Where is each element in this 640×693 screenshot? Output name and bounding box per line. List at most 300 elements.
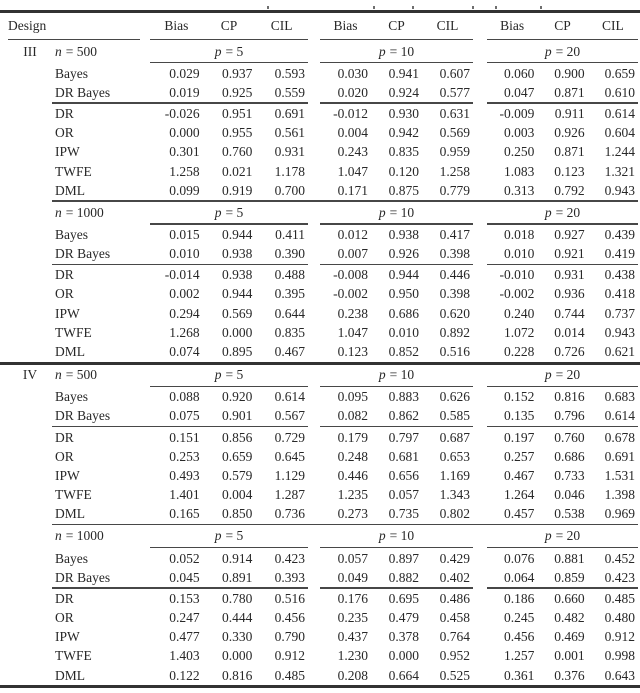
bias-value: 0.493 bbox=[169, 467, 200, 483]
cil-value: 0.593 bbox=[274, 65, 306, 81]
cil-value: 0.577 bbox=[439, 84, 470, 100]
sample-size-label: n = 500 bbox=[55, 367, 97, 383]
cil-value: 0.653 bbox=[439, 448, 470, 464]
cp-value: 0.569 bbox=[221, 305, 253, 321]
cp-value: 0.376 bbox=[554, 667, 585, 683]
cp-value: 0.482 bbox=[554, 610, 585, 626]
cp-value: 0.057 bbox=[388, 487, 419, 503]
bias-value: 1.258 bbox=[169, 163, 200, 179]
values-p5 bbox=[150, 183, 308, 199]
p-group-rule bbox=[0, 62, 640, 64]
bias-value: 0.301 bbox=[169, 144, 200, 160]
p-label-group1: p = 5 bbox=[214, 528, 244, 544]
cp-value: 0.921 bbox=[554, 246, 585, 262]
table-row bbox=[0, 428, 640, 447]
values-p10 bbox=[320, 144, 473, 160]
cp-value: 0.950 bbox=[388, 286, 419, 302]
method-label: DR bbox=[55, 267, 74, 283]
cil-value: 0.631 bbox=[439, 105, 470, 121]
cp-value: 0.021 bbox=[221, 163, 253, 179]
method-label: Bayes bbox=[55, 226, 88, 242]
bias-value: 0.186 bbox=[503, 590, 535, 606]
cp-header: CP bbox=[220, 18, 238, 33]
cil-value: 1.169 bbox=[439, 467, 470, 483]
cil-value: 0.607 bbox=[439, 65, 470, 81]
table-row bbox=[0, 266, 640, 285]
cp-value: 0.004 bbox=[221, 487, 253, 503]
values-p5 bbox=[150, 468, 308, 484]
cil-value: 1.531 bbox=[604, 467, 635, 483]
cil-value: 1.287 bbox=[274, 487, 306, 503]
values-p10 bbox=[320, 430, 473, 446]
bias-value: 1.047 bbox=[337, 324, 368, 340]
method-label: IPW bbox=[55, 467, 80, 483]
bottom-rule bbox=[0, 685, 640, 688]
values-p5 bbox=[150, 144, 308, 160]
cil-value: 0.620 bbox=[439, 305, 470, 321]
values-p20 bbox=[487, 430, 638, 446]
values-p20 bbox=[487, 144, 638, 160]
bias-value: 0.179 bbox=[337, 429, 368, 445]
cil-value: 0.485 bbox=[274, 667, 306, 683]
cil-value: 0.802 bbox=[439, 506, 470, 522]
values-p5 bbox=[150, 408, 308, 424]
sample-size-label: n = 1000 bbox=[55, 528, 104, 544]
cil-value: 0.398 bbox=[439, 246, 470, 262]
bias-value: 0.197 bbox=[503, 429, 535, 445]
bias-value: 0.018 bbox=[503, 226, 535, 242]
bias-value: 1.047 bbox=[337, 163, 368, 179]
cp-value: 0.760 bbox=[221, 144, 253, 160]
method-label: DML bbox=[55, 506, 85, 522]
values-p20 bbox=[487, 267, 638, 283]
cil-value: 0.779 bbox=[439, 182, 470, 198]
method-label: DR bbox=[55, 105, 74, 121]
values-p10 bbox=[320, 106, 473, 122]
table-row bbox=[0, 83, 640, 102]
bias-value: 0.446 bbox=[337, 467, 368, 483]
cp-value: 0.000 bbox=[388, 648, 419, 664]
values-p5 bbox=[150, 389, 308, 405]
bias-value: 0.250 bbox=[503, 144, 535, 160]
p-label-group3: p = 20 bbox=[544, 528, 581, 544]
cp-value: 0.875 bbox=[388, 182, 419, 198]
bias-header: Bias bbox=[333, 18, 358, 33]
cil-value: 0.417 bbox=[439, 226, 470, 242]
bias-value: 0.045 bbox=[169, 569, 200, 585]
bayes-divider-rule bbox=[0, 102, 640, 104]
table-row bbox=[0, 225, 640, 244]
cil-value: 0.729 bbox=[274, 429, 306, 445]
cp-header: CP bbox=[388, 18, 405, 33]
cil-value: 0.446 bbox=[439, 267, 470, 283]
cp-value: 0.927 bbox=[554, 226, 585, 242]
cil-header: CIL bbox=[601, 18, 624, 33]
bias-value: 0.165 bbox=[169, 506, 200, 522]
values-p10 bbox=[320, 286, 473, 302]
cp-value: 0.330 bbox=[221, 629, 253, 645]
table-row bbox=[0, 124, 640, 143]
cil-value: 0.525 bbox=[439, 667, 470, 683]
cil-value: 0.411 bbox=[275, 226, 306, 242]
sample-size-label: n = 1000 bbox=[55, 204, 104, 220]
values-p20 bbox=[487, 286, 638, 302]
table-row bbox=[0, 388, 640, 407]
cp-value: 0.664 bbox=[388, 667, 419, 683]
cp-value: 0.944 bbox=[388, 267, 419, 283]
values-p20 bbox=[487, 551, 638, 567]
cil-header: CIL bbox=[270, 18, 293, 33]
bias-value: 0.135 bbox=[503, 408, 535, 424]
bias-value: -0.012 bbox=[333, 105, 368, 121]
values-p10 bbox=[320, 389, 473, 405]
header-rule bbox=[0, 39, 640, 41]
cp-value: 0.920 bbox=[221, 389, 253, 405]
cp-value: 0.955 bbox=[221, 125, 253, 141]
values-p10 bbox=[320, 570, 473, 586]
values-p5 bbox=[150, 570, 308, 586]
values-p10 bbox=[320, 629, 473, 645]
cil-value: 0.736 bbox=[274, 506, 306, 522]
cil-value: 0.429 bbox=[439, 550, 470, 566]
cil-value: 1.258 bbox=[439, 163, 470, 179]
bias-value: 0.095 bbox=[337, 389, 368, 405]
values-p10 bbox=[320, 125, 473, 141]
bias-value: -0.002 bbox=[499, 286, 535, 302]
table-row bbox=[0, 486, 640, 505]
values-p5 bbox=[150, 610, 308, 626]
method-label: DR bbox=[55, 429, 74, 445]
table-row bbox=[0, 466, 640, 485]
p-group-rule bbox=[0, 223, 640, 225]
values-p20 bbox=[487, 106, 638, 122]
method-label: DML bbox=[55, 344, 85, 360]
p-label-group2: p = 10 bbox=[378, 528, 415, 544]
cp-value: 0.901 bbox=[221, 408, 253, 424]
values-p10 bbox=[320, 85, 473, 101]
bias-value: 0.049 bbox=[337, 569, 368, 585]
values-p5 bbox=[150, 325, 308, 341]
cil-value: 0.700 bbox=[274, 182, 306, 198]
values-p20 bbox=[487, 449, 638, 465]
values-p5 bbox=[150, 344, 308, 360]
bias-value: 0.099 bbox=[169, 182, 200, 198]
values-p5 bbox=[150, 668, 308, 684]
values-p20 bbox=[487, 344, 638, 360]
cp-value: 0.871 bbox=[554, 144, 585, 160]
values-p20 bbox=[487, 125, 638, 141]
cp-value: 0.660 bbox=[554, 590, 585, 606]
cil-value: 0.931 bbox=[274, 144, 306, 160]
cp-value: 0.862 bbox=[388, 408, 419, 424]
values-p10 bbox=[320, 668, 473, 684]
cp-value: 0.852 bbox=[388, 344, 419, 360]
values-p20 bbox=[487, 629, 638, 645]
bias-value: 0.151 bbox=[169, 429, 200, 445]
cil-value: 0.419 bbox=[604, 246, 635, 262]
cil-value: 0.567 bbox=[274, 408, 306, 424]
table-row bbox=[0, 505, 640, 524]
table-row bbox=[0, 447, 640, 466]
values-p20 bbox=[487, 325, 638, 341]
sample-size-label: n = 500 bbox=[55, 43, 97, 59]
cp-value: 0.444 bbox=[221, 610, 253, 626]
table-row bbox=[0, 666, 640, 685]
cp-value: 0.944 bbox=[221, 226, 253, 242]
bias-header: Bias bbox=[164, 18, 189, 33]
bias-value: 0.477 bbox=[169, 629, 200, 645]
values-p20 bbox=[487, 408, 638, 424]
bias-value: 0.029 bbox=[169, 65, 200, 81]
cil-value: 0.561 bbox=[274, 125, 306, 141]
cp-value: 0.924 bbox=[388, 84, 419, 100]
values-p5 bbox=[150, 164, 308, 180]
cp-value: 0.835 bbox=[388, 144, 419, 160]
bias-value: 0.003 bbox=[503, 125, 535, 141]
values-p10 bbox=[320, 227, 473, 243]
cp-value: 0.538 bbox=[554, 506, 585, 522]
cp-value: 0.926 bbox=[388, 246, 419, 262]
values-p20 bbox=[487, 591, 638, 607]
cil-value: 0.691 bbox=[604, 448, 635, 464]
cp-value: 0.656 bbox=[388, 467, 419, 483]
bayes-divider-rule bbox=[0, 426, 640, 428]
bias-value: 0.361 bbox=[503, 667, 535, 683]
cp-value: 0.871 bbox=[554, 84, 585, 100]
bias-value: 0.123 bbox=[337, 344, 368, 360]
table-row bbox=[0, 64, 640, 83]
cil-value: 0.614 bbox=[274, 389, 306, 405]
cil-value: 0.912 bbox=[274, 648, 306, 664]
bias-value: 0.007 bbox=[337, 246, 368, 262]
cil-value: 0.516 bbox=[439, 344, 470, 360]
values-p10 bbox=[320, 591, 473, 607]
cp-header: CP bbox=[554, 18, 571, 33]
cp-value: 0.686 bbox=[388, 305, 419, 321]
cp-value: 0.579 bbox=[221, 467, 253, 483]
values-p20 bbox=[487, 246, 638, 262]
caption-descender bbox=[472, 6, 474, 9]
table-body bbox=[0, 41, 640, 685]
bias-value: 0.010 bbox=[169, 246, 200, 262]
bias-value: -0.026 bbox=[164, 105, 200, 121]
bias-value: 0.245 bbox=[503, 610, 535, 626]
bias-value: 0.294 bbox=[169, 305, 200, 321]
method-label: DR Bayes bbox=[55, 408, 111, 424]
cil-value: 0.691 bbox=[274, 105, 306, 121]
p-label-group3: p = 20 bbox=[544, 43, 581, 59]
p-label-group1: p = 5 bbox=[214, 367, 244, 383]
cp-value: 0.378 bbox=[388, 629, 419, 645]
cp-value: 0.859 bbox=[554, 569, 585, 585]
section-divider-rule bbox=[0, 200, 640, 202]
values-p5 bbox=[150, 106, 308, 122]
bias-value: 0.052 bbox=[169, 550, 200, 566]
bias-value: -0.008 bbox=[333, 267, 368, 283]
bias-value: 0.171 bbox=[337, 182, 368, 198]
section-header-row bbox=[0, 526, 640, 547]
bias-value: 0.047 bbox=[503, 84, 535, 100]
cp-value: 0.123 bbox=[554, 163, 585, 179]
bias-value: 0.020 bbox=[337, 84, 368, 100]
values-p5 bbox=[150, 449, 308, 465]
cp-value: 0.816 bbox=[554, 389, 585, 405]
cil-value: 0.398 bbox=[439, 286, 470, 302]
method-label: OR bbox=[55, 286, 74, 302]
cil-value: 0.614 bbox=[604, 408, 635, 424]
values-p10 bbox=[320, 468, 473, 484]
cp-value: 0.797 bbox=[388, 429, 419, 445]
method-label: DML bbox=[55, 667, 85, 683]
cp-value: 0.681 bbox=[388, 448, 419, 464]
table-row bbox=[0, 181, 640, 200]
bias-value: 1.264 bbox=[503, 487, 535, 503]
cil-value: 0.456 bbox=[274, 610, 306, 626]
cil-value: 0.395 bbox=[274, 286, 306, 302]
values-p10 bbox=[320, 506, 473, 522]
metric-headers-p20 bbox=[487, 18, 638, 34]
bias-value: 0.060 bbox=[503, 65, 535, 81]
bias-header: Bias bbox=[500, 18, 525, 33]
cp-value: 0.760 bbox=[554, 429, 585, 445]
values-p10 bbox=[320, 183, 473, 199]
table-row bbox=[0, 162, 640, 181]
bias-value: 0.010 bbox=[503, 246, 535, 262]
cp-value: 0.000 bbox=[221, 648, 253, 664]
cp-value: 0.937 bbox=[221, 65, 253, 81]
cil-value: 0.402 bbox=[439, 569, 470, 585]
bias-value: 0.253 bbox=[169, 448, 200, 464]
table-row bbox=[0, 304, 640, 323]
method-label: TWFE bbox=[55, 487, 92, 503]
method-label: Bayes bbox=[55, 65, 88, 81]
cp-value: 0.951 bbox=[221, 105, 253, 121]
values-p20 bbox=[487, 227, 638, 243]
cil-value: 0.644 bbox=[274, 305, 306, 321]
cp-value: 0.479 bbox=[388, 610, 419, 626]
cp-value: 0.942 bbox=[388, 125, 419, 141]
values-p20 bbox=[487, 85, 638, 101]
cp-value: 0.897 bbox=[388, 550, 419, 566]
method-label: Bayes bbox=[55, 550, 88, 566]
bias-value: 0.273 bbox=[337, 506, 368, 522]
method-label: OR bbox=[55, 448, 74, 464]
design-label: III bbox=[23, 43, 37, 59]
cil-value: 0.835 bbox=[274, 324, 306, 340]
cp-value: 0.914 bbox=[221, 550, 253, 566]
cil-value: 1.129 bbox=[274, 467, 306, 483]
cil-value: 0.764 bbox=[439, 629, 470, 645]
table-row bbox=[0, 285, 640, 304]
cil-value: 0.486 bbox=[439, 590, 470, 606]
values-p10 bbox=[320, 306, 473, 322]
cil-value: 0.790 bbox=[274, 629, 306, 645]
table-row bbox=[0, 589, 640, 608]
cil-value: 0.390 bbox=[274, 246, 306, 262]
cil-value: 0.423 bbox=[274, 550, 306, 566]
method-label: DR Bayes bbox=[55, 84, 111, 100]
values-p10 bbox=[320, 246, 473, 262]
cil-value: 0.423 bbox=[604, 569, 635, 585]
method-label: DR Bayes bbox=[55, 569, 111, 585]
cil-value: 0.626 bbox=[439, 389, 470, 405]
cil-value: 0.621 bbox=[604, 344, 635, 360]
section-header-row bbox=[0, 202, 640, 223]
cp-value: 0.010 bbox=[388, 324, 419, 340]
cil-value: 0.438 bbox=[604, 267, 635, 283]
cil-value: 0.418 bbox=[604, 286, 635, 302]
cil-value: 0.485 bbox=[604, 590, 635, 606]
values-p10 bbox=[320, 66, 473, 82]
cil-value: 0.969 bbox=[604, 506, 635, 522]
method-label: OR bbox=[55, 610, 74, 626]
method-label: IPW bbox=[55, 144, 80, 160]
p-label-group3: p = 20 bbox=[544, 367, 581, 383]
values-p20 bbox=[487, 468, 638, 484]
bias-value: 0.057 bbox=[337, 550, 368, 566]
section-header-row bbox=[0, 365, 640, 386]
cp-value: 0.726 bbox=[554, 344, 585, 360]
cp-value: 0.900 bbox=[554, 65, 585, 81]
bias-value: 0.002 bbox=[169, 286, 200, 302]
cil-value: 0.943 bbox=[604, 324, 635, 340]
values-p10 bbox=[320, 610, 473, 626]
cp-value: 0.882 bbox=[388, 569, 419, 585]
cp-value: 0.000 bbox=[221, 324, 253, 340]
bias-value: 0.437 bbox=[337, 629, 368, 645]
values-p10 bbox=[320, 267, 473, 283]
cil-value: 0.480 bbox=[604, 610, 635, 626]
values-p10 bbox=[320, 325, 473, 341]
cp-value: 0.891 bbox=[221, 569, 253, 585]
values-p20 bbox=[487, 164, 638, 180]
cp-value: 0.796 bbox=[554, 408, 585, 424]
p-group-rule bbox=[0, 547, 640, 549]
cp-value: 0.816 bbox=[221, 667, 253, 683]
method-label: Bayes bbox=[55, 389, 88, 405]
cil-value: 0.998 bbox=[604, 648, 635, 664]
method-label: TWFE bbox=[55, 324, 92, 340]
bias-value: 0.247 bbox=[169, 610, 200, 626]
method-label: OR bbox=[55, 125, 74, 141]
cil-value: 0.683 bbox=[604, 389, 635, 405]
bias-value: 1.401 bbox=[169, 487, 200, 503]
bias-value: 0.082 bbox=[337, 408, 368, 424]
values-p10 bbox=[320, 551, 473, 567]
cp-value: 0.941 bbox=[388, 65, 419, 81]
table-row bbox=[0, 568, 640, 587]
bias-value: 0.228 bbox=[503, 344, 535, 360]
bias-value: 0.012 bbox=[337, 226, 368, 242]
cil-value: 1.398 bbox=[604, 487, 635, 503]
p-label-group1: p = 5 bbox=[214, 43, 244, 59]
metric-headers-p5 bbox=[150, 18, 308, 34]
cil-value: 1.178 bbox=[274, 163, 306, 179]
design-header: Design bbox=[8, 18, 47, 33]
cil-value: 0.559 bbox=[274, 84, 306, 100]
column-header-row bbox=[0, 13, 640, 39]
cp-value: 0.883 bbox=[388, 389, 419, 405]
bias-value: 1.235 bbox=[337, 487, 368, 503]
bias-value: 0.467 bbox=[503, 467, 535, 483]
bias-value: 0.030 bbox=[337, 65, 368, 81]
cp-value: 0.850 bbox=[221, 506, 253, 522]
values-p20 bbox=[487, 506, 638, 522]
values-p5 bbox=[150, 306, 308, 322]
method-label: DML bbox=[55, 182, 85, 198]
p-label-group1: p = 5 bbox=[214, 204, 244, 220]
bias-value: 1.230 bbox=[337, 648, 368, 664]
